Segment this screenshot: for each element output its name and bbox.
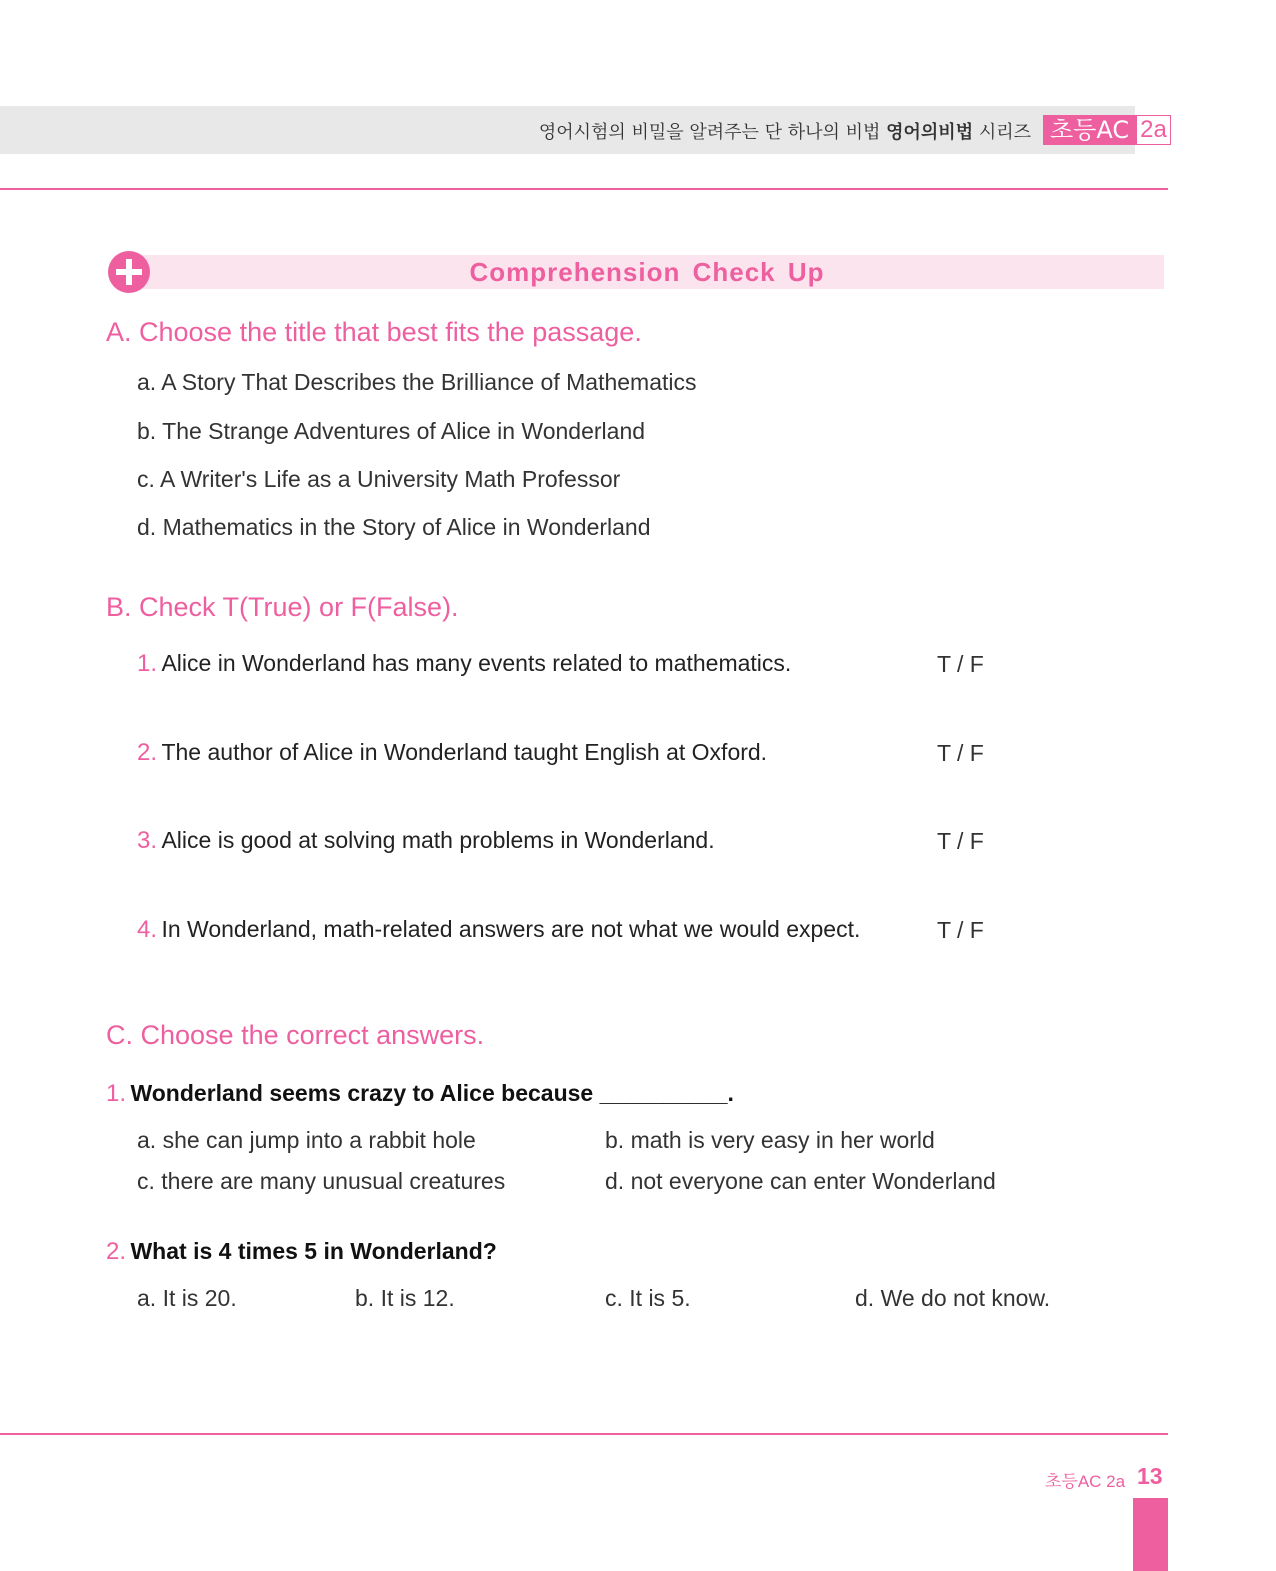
question-number: 1. [106,1080,127,1107]
footer-divider [0,1433,1168,1435]
tf-item [137,916,860,944]
question-text: What is 4 times 5 in Wonderland? [130,1238,497,1264]
answer-option[interactable]: d. We do not know. [855,1285,1051,1311]
question [106,1080,734,1108]
answer-option[interactable]: a. It is 20. [137,1285,237,1311]
brand-badge [1043,115,1171,145]
question [106,1238,497,1266]
answer-option[interactable]: b. It is 12. [355,1285,455,1311]
section-a-option[interactable]: a. A Story That Describes the Brilliance of Mathematics [137,369,697,395]
tf-choice[interactable]: T / F [937,740,984,766]
tf-choice[interactable]: T / F [937,651,984,677]
page-number: 13 [1137,1463,1163,1489]
section-b-title: B. Check T(True) or F(False). [106,592,459,622]
tagline-series-name: 영어의비법 [886,122,974,143]
answer-option[interactable]: c. It is 5. [605,1285,691,1311]
tagline-suffix: 시리즈 [978,122,1031,143]
section-a-title: A. Choose the title that best fits the passage. [106,317,642,347]
brand-sub: 2a [1136,115,1171,145]
question-number: 2. [106,1238,127,1265]
tf-item [137,739,767,767]
section-a-option[interactable]: d. Mathematics in the Story of Alice in Wonderland [137,514,651,540]
section-a-option[interactable]: c. A Writer's Life as a University Math Professor [137,466,621,492]
banner-title: Comprehension Check Up [469,257,825,287]
tf-item [137,650,791,678]
answer-option[interactable]: b. math is very easy in her world [605,1127,935,1153]
tf-choice[interactable]: T / F [937,917,984,943]
answer-option[interactable]: d. not everyone can enter Wonderland [605,1168,996,1194]
item-statement: Alice is good at solving math problems in Wonderland. [161,827,715,853]
brand-main: 초등AC [1043,115,1136,145]
header-tagline [539,118,1031,144]
item-statement: Alice in Wonderland has many events related to mathematics. [161,650,792,676]
tagline-text: 영어시험의 비밀을 알려주는 단 하나의 비법 [538,122,881,143]
item-number: 3. [137,827,158,854]
answer-option[interactable]: a. she can jump into a rabbit hole [137,1127,476,1153]
answer-option[interactable]: c. there are many unusual creatures [137,1168,506,1194]
item-statement: The author of Alice in Wonderland taught English at Oxford. [161,739,768,765]
item-statement: In Wonderland, math-related answers are not what we would expect. [161,916,861,942]
item-number: 1. [137,650,158,677]
item-number: 4. [137,916,158,943]
section-a-option[interactable]: b. The Strange Adventures of Alice in Wonderland [137,418,646,444]
item-number: 2. [137,739,158,766]
page-tab [1133,1498,1168,1571]
tf-item [137,827,715,855]
tf-choice[interactable]: T / F [937,828,984,854]
section-c-title: C. Choose the correct answers. [106,1020,485,1050]
header-divider [0,188,1168,190]
question-text: Wonderland seems crazy to Alice because __________. [130,1080,734,1106]
footer-label: 초등AC 2a [1045,1472,1126,1491]
